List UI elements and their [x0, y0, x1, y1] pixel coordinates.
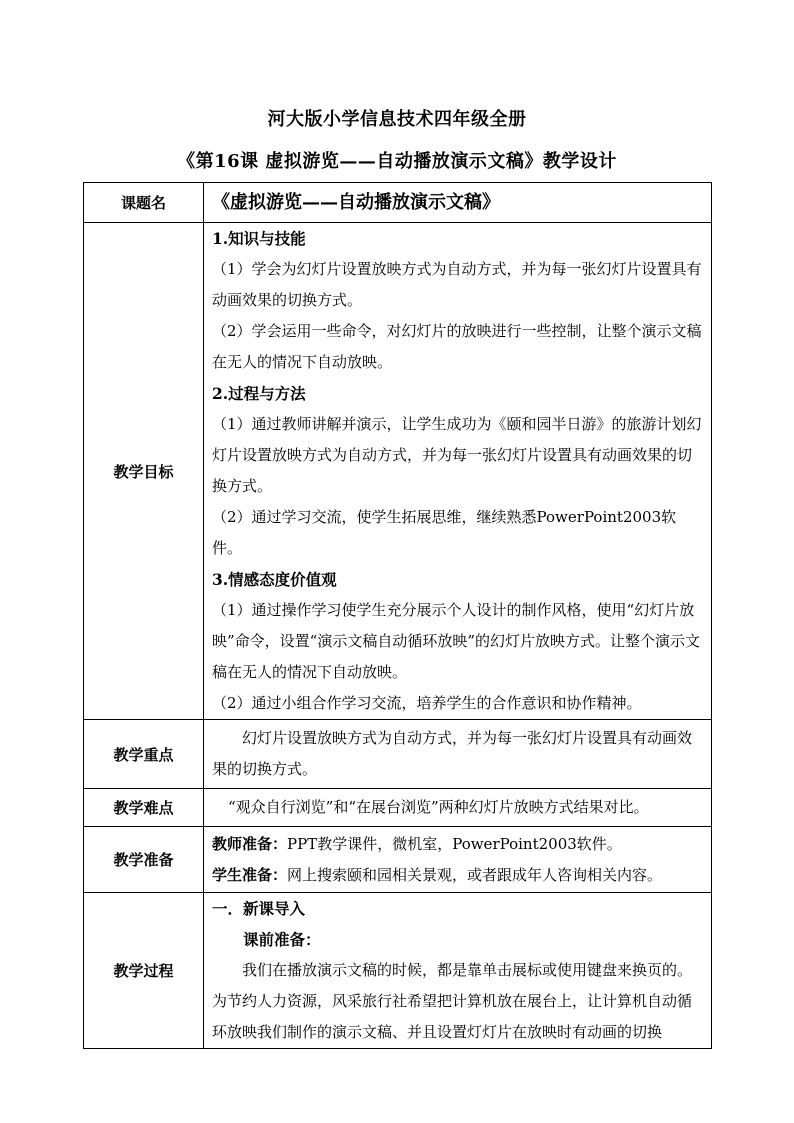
- topic-label: 课题名: [84, 183, 204, 223]
- table-row: [84, 720, 712, 789]
- key-points-label: 教学重点: [84, 720, 204, 789]
- objective-heading: 1.知识与技能: [212, 229, 306, 248]
- student-prep-label: 学生准备：: [212, 865, 288, 884]
- teacher-prep-value: PPT教学课件，微机室，PowerPoint2003软件。: [287, 834, 622, 853]
- objective-item: （1）通过教师讲解并演示，让学生成功为《颐和园半日游》的旅游计划幻灯片设置放映方式为自动方式，并为每一张幻灯片设置具有动画效果的切换方式。: [212, 415, 702, 495]
- table-row: [84, 789, 712, 827]
- preparation-label: 教学准备: [84, 827, 204, 893]
- student-prep-line: [212, 860, 705, 891]
- objective-item: （1）通过操作学习使学生充分展示个人设计的制作风格，使用“幻灯片放映”命令，设置“演示文稿自动循环放映”的幻灯片放映方式。让整个演示文稿在无人的情况下自动放映。: [212, 601, 701, 681]
- process-cell: [204, 893, 712, 1049]
- table-row: [84, 183, 712, 223]
- table-row: [84, 827, 712, 893]
- objective-heading: 3.情感态度价值观: [212, 570, 337, 589]
- objective-item: （2）通过小组合作学习交流，培养学生的合作意识和协作精神。: [212, 694, 642, 712]
- objective-item: （2）通过学习交流，使学生拓展思维，继续熟悉PowerPoint2003软件。: [212, 508, 677, 557]
- student-prep-value: 网上搜索颐和园相关景观，或者跟成年人咨询相关内容。: [287, 865, 663, 884]
- objectives-label: 教学目标: [84, 223, 204, 720]
- topic-cell: [204, 183, 712, 223]
- preparation-cell: [204, 827, 712, 893]
- lesson-title: 《第16课 虚拟游览——自动播放演示文稿》教学设计: [177, 151, 617, 172]
- objectives-cell: [204, 223, 712, 720]
- lesson-plan-table: [83, 182, 712, 1049]
- table-row: [84, 223, 712, 720]
- difficulties-cell: [204, 789, 712, 827]
- objective-item: （1）学会为幻灯片设置放映方式为自动方式，并为每一张幻灯片设置具有动画效果的切换方式。: [212, 260, 702, 309]
- topic-value: 《虚拟游览——自动播放演示文稿》: [212, 191, 500, 213]
- teacher-prep-line: [212, 829, 705, 860]
- teacher-prep-label: 教师准备：: [212, 834, 288, 853]
- process-sub-heading: 课前准备：: [243, 930, 321, 949]
- objective-heading: 2.过程与方法: [212, 384, 306, 403]
- process-label: 教学过程: [84, 893, 204, 1049]
- key-points-value: 幻灯片设置放映方式为自动方式，并为每一张幻灯片设置具有动画效果的切换方式。: [212, 729, 693, 778]
- process-section-heading: 一．新课导入: [212, 899, 306, 918]
- process-text: 我们在播放演示文稿的时候，都是靠单击展标或使用键盘来换页的。为节约人力资源，风采旅行社希望把计算机放在展台上，让计算机自动循环放映我们制作的演示文稿、并且设置灯灯片在放映时有动画的切换: [212, 961, 693, 1041]
- difficulties-value: “观众自行浏览”和“在展台浏览”两种幻灯片放映方式结果对比。: [228, 798, 649, 816]
- difficulties-label: 教学难点: [84, 789, 204, 827]
- document-title: 河大版小学信息技术四年级全册: [267, 109, 527, 130]
- objective-item: （2）学会运用一些命令，对幻灯片的放映进行一些控制，让整个演示文稿在无人的情况下自动放映。: [212, 322, 702, 371]
- key-points-cell: [204, 720, 712, 789]
- table-row: [84, 893, 712, 1049]
